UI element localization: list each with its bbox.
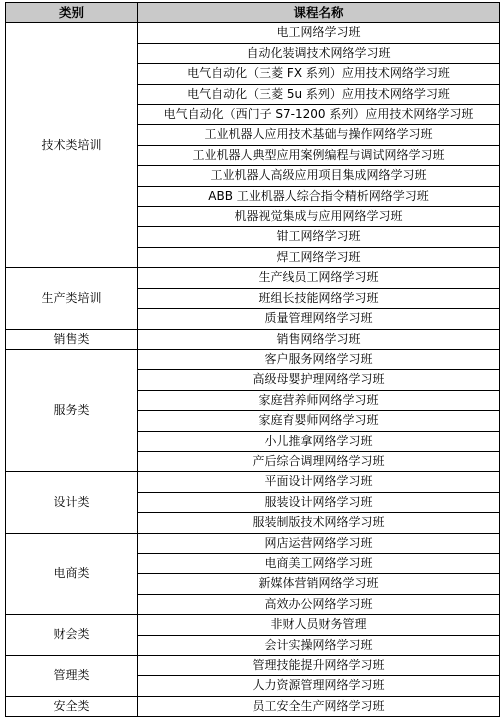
course-cell: 工业机器人典型应用案例编程与调试网络学习班: [138, 145, 500, 165]
header-category: 类别: [6, 3, 138, 23]
category-cell: 安全类: [6, 696, 138, 716]
course-cell: 质量管理网络学习班: [138, 309, 500, 329]
course-cell: 电气自动化（三菱 FX 系列）应用技术网络学习班: [138, 64, 500, 84]
course-cell: 班组长技能网络学习班: [138, 288, 500, 308]
course-table-container: [5, 2, 499, 717]
course-cell: 非财人员财务管理: [138, 615, 500, 635]
course-cell: 工业机器人高级应用项目集成网络学习班: [138, 166, 500, 186]
course-cell: 电气自动化（三菱 5u 系列）应用技术网络学习班: [138, 84, 500, 104]
table-row: [6, 472, 500, 492]
course-cell: 产后综合调理网络学习班: [138, 451, 500, 471]
category-cell: 电商类: [6, 533, 138, 615]
course-cell: 员工安全生产网络学习班: [138, 696, 500, 716]
course-cell: 管理技能提升网络学习班: [138, 656, 500, 676]
table-row: [6, 615, 500, 635]
table-row: [6, 696, 500, 716]
category-cell: 销售类: [6, 329, 138, 349]
course-cell: 钳工网络学习班: [138, 227, 500, 247]
category-cell: 生产类培训: [6, 268, 138, 329]
course-cell: 会计实操网络学习班: [138, 635, 500, 655]
course-cell: 高级母婴护理网络学习班: [138, 370, 500, 390]
course-cell: 电商美工网络学习班: [138, 553, 500, 573]
course-cell: 平面设计网络学习班: [138, 472, 500, 492]
table-row: [6, 268, 500, 288]
table-row: [6, 349, 500, 369]
table-header: [6, 3, 500, 23]
course-cell: ABB 工业机器人综合指令精析网络学习班: [138, 186, 500, 206]
category-cell: 管理类: [6, 656, 138, 697]
course-cell: 销售网络学习班: [138, 329, 500, 349]
table-row: [6, 533, 500, 553]
table-body: [6, 23, 500, 717]
course-cell: 服装制版技术网络学习班: [138, 513, 500, 533]
course-cell: 自动化装调技术网络学习班: [138, 43, 500, 63]
course-cell: 高效办公网络学习班: [138, 594, 500, 614]
course-cell: 新媒体营销网络学习班: [138, 574, 500, 594]
course-cell: 家庭营养师网络学习班: [138, 390, 500, 410]
course-cell: 工业机器人应用技术基础与操作网络学习班: [138, 125, 500, 145]
table-row: [6, 656, 500, 676]
course-cell: 生产线员工网络学习班: [138, 268, 500, 288]
course-cell: 电气自动化（西门子 S7-1200 系列）应用技术网络学习班: [138, 105, 500, 125]
course-cell: 电工网络学习班: [138, 23, 500, 43]
header-row: [6, 3, 500, 23]
course-table: [5, 2, 500, 717]
header-course: 课程名称: [138, 3, 500, 23]
table-row: [6, 329, 500, 349]
category-cell: 财会类: [6, 615, 138, 656]
course-cell: 家庭育婴师网络学习班: [138, 411, 500, 431]
table-row: [6, 23, 500, 43]
course-cell: 焊工网络学习班: [138, 247, 500, 267]
course-cell: 人力资源管理网络学习班: [138, 676, 500, 696]
course-cell: 小儿推拿网络学习班: [138, 431, 500, 451]
course-cell: 网店运营网络学习班: [138, 533, 500, 553]
course-cell: 服装设计网络学习班: [138, 492, 500, 512]
course-cell: 客户服务网络学习班: [138, 349, 500, 369]
course-cell: 机器视觉集成与应用网络学习班: [138, 207, 500, 227]
category-cell: 服务类: [6, 349, 138, 471]
category-cell: 技术类培训: [6, 23, 138, 268]
category-cell: 设计类: [6, 472, 138, 533]
